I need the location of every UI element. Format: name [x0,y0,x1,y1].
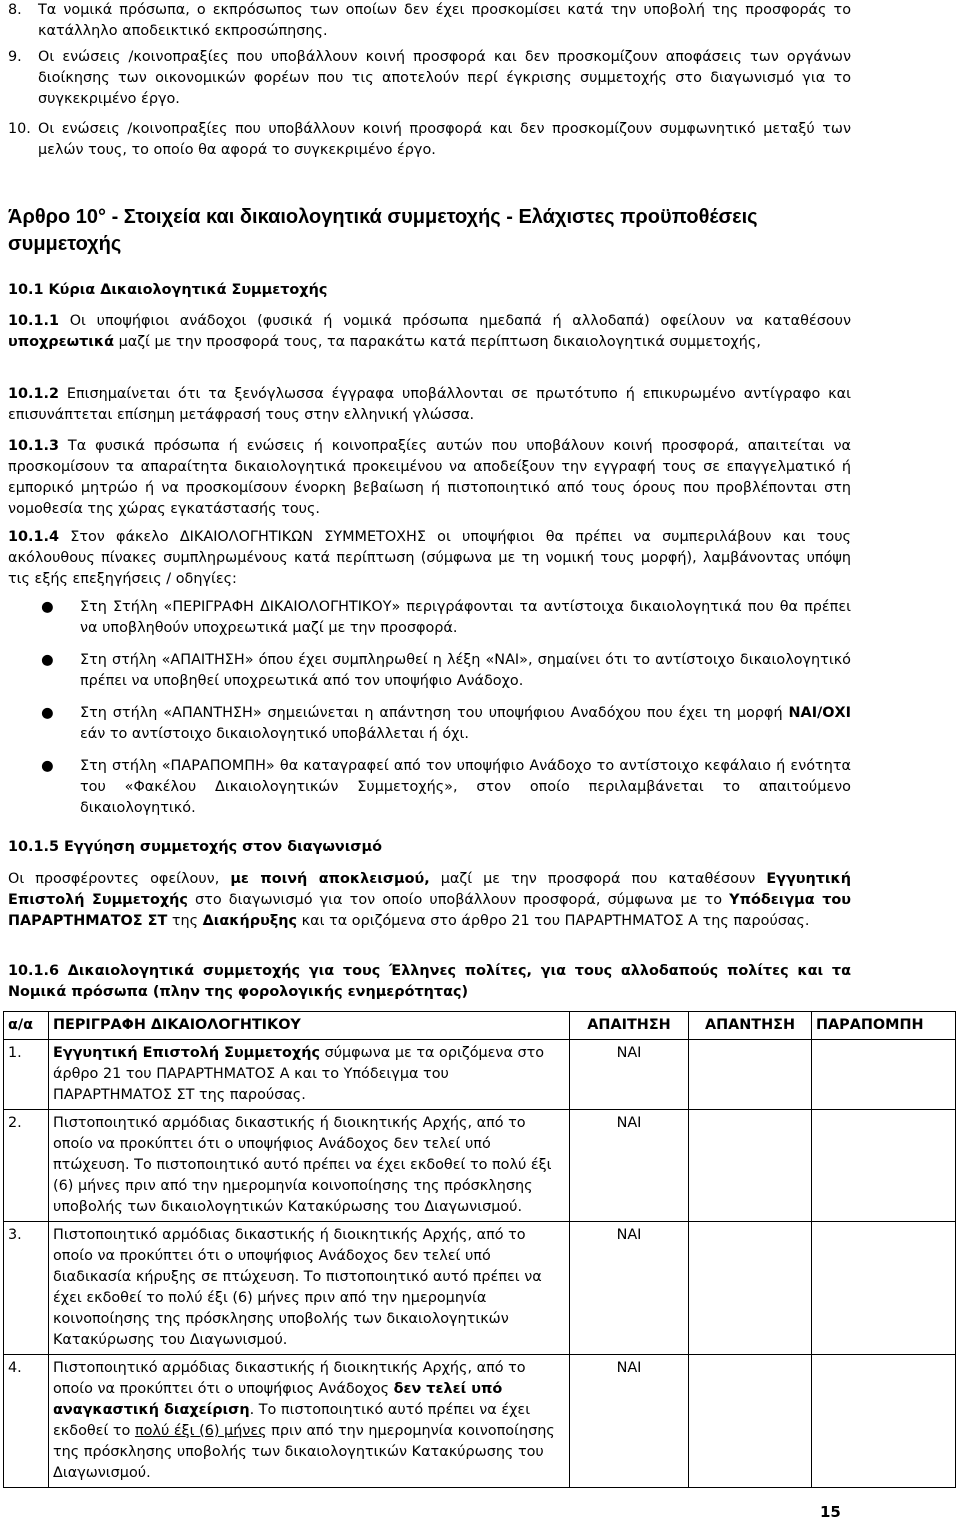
paragraph-10-1-4 [8,527,851,590]
row-answer [689,1040,812,1110]
paragraph-text: μαζί με την προσφορά που καταθέσουν [429,871,767,887]
bullet-list [8,597,851,819]
bullet-item [8,703,851,745]
paragraph-number: 10.1.1 [8,313,59,329]
bullet-text: εάν το αντίστοιχο δικαιολογητικό υποβάλλεται ή όχι. [80,726,469,742]
row-description [49,1355,570,1488]
column-header: ΑΠΑΙΤΗΣΗ [570,1012,689,1040]
row-number: 4. [4,1355,49,1488]
paragraph-number: 10.1.2 [8,386,59,402]
emphasis-text: Υπόδειγμα του ΠΑΡΑΡΤΗΜΑΤΟΣ ΣΤ [8,892,852,929]
row-reference [812,1355,956,1488]
row-requirement: ΝΑΙ [570,1355,689,1488]
cell-text: . Το πιστοποιητικό αυτό πρέπει να έχει εκδοθεί το [53,1402,531,1439]
emphasis-text: ΝΑΙ/ΟΧΙ [788,705,851,721]
bullet-text: Στη στήλη «ΑΠΑΙΤΗΣΗ» όπου έχει συμπληρωθεί η λέξη «ΝΑΙ», σημαίνει ότι το αντίστοιχο δικαιολογητικό πρέπει να υποβηθεί υποχρεωτικά από τον υποψήφιο Ανάδοχο. [80,652,851,689]
article-title: Άρθρο 10° - Στοιχεία και δικαιολογητικά συμμετοχής - Ελάχιστες προϋποθέσεις συμμετοχής [8,206,758,255]
bullet-icon: ● [41,652,54,668]
bullet-icon: ● [41,599,54,615]
row-number: 3. [4,1222,49,1355]
row-reference [812,1222,956,1355]
row-description: Πιστοποιητικό αρμόδιας δικαστικής ή διοικητικής Αρχής, από το οποίο να προκύπτει ότι ο υποψήφιος Ανάδοχος δεν τελεί υπό διαδικασία κήρυξης σε πτώχευση. Το πιστοποιητικό αυτό πρέπει να έχει εκδοθεί το πολύ έξι (6) μήνες πριν από την ημερομηνία κοινοποίησης της πρόσκλησης υποβολής των δικαιολογητικών Κατακύρωσης του Διαγωνισμού. [49,1222,570,1355]
item-text: Οι ενώσεις /κοινοπραξίες που υποβάλλουν κοινή προσφορά και δεν προσκομίζουν αποφάσεις των οργάνων διοίκησης των οικονομικών φορέων που τις αποτελούν περί έγκρισης συμμετοχής στο διαγωνισμό για το συγκεκριμένο έργο. [38,49,851,107]
paragraph-text: μαζί με την προσφορά τους, τα παρακάτω κατά περίπτωση δικαιολογητικά συμμετοχής, [114,334,761,350]
emphasis-text: Εγγυητική Επιστολή Συμμετοχής [53,1045,320,1061]
row-reference [812,1110,956,1222]
bullet-text: Στη Στήλη «ΠΕΡΙΓΡΑΦΗ ΔΙΚΑΙΟΛΟΓΗΤΙΚΟΥ» περιγράφονται τα αντίστοιχα δικαιολογητικά που θα πρέπει να υποβληθούν υποχρεωτικά μαζί με την προσφορά. [80,599,851,636]
paragraph-10-1-2 [8,384,851,426]
list-item [8,47,851,110]
column-header: α/α [4,1012,49,1040]
emphasis-text: υποχρεωτικά [8,334,114,350]
column-header: ΠΑΡΑΠΟΜΠΗ [812,1012,956,1040]
list-item [8,0,851,42]
row-description: Πιστοποιητικό αρμόδιας δικαστικής ή διοικητικής Αρχής, από το οποίο να προκύπτει ότι ο υποψήφιος Ανάδοχος δεν τελεί υπό πτώχευση. Το πιστοποιητικό αυτό πρέπει να έχει εκδοθεί το πολύ έξι (6) μήνες πριν από την ημερομηνία κοινοποίησης της πρόσκλησης υποβολής των δικαιολογητικών Κατακύρωσης του Διαγωνισμού. [49,1110,570,1222]
paragraph-number: 10.1.3 [8,438,59,454]
emphasis-text: με ποινή αποκλεισμού, [230,871,430,887]
column-header: ΑΠΑΝΤΗΣΗ [689,1012,812,1040]
bullet-icon: ● [41,705,54,721]
paragraph-text: Επισημαίνεται ότι τα ξενόγλωσσα έγγραφα υποβάλλονται σε πρωτότυπο ή επικυρωμένο αντίγραφο και επισυνάπτεται επίσημη μετάφρασή τους στην ελληνική γλώσσα. [8,386,851,423]
table-row [4,1222,956,1355]
emphasis-text: δεν τελεί υπό αναγκαστική διαχείριση [53,1381,503,1418]
paragraph-text: και τα οριζόμενα στο άρθρο 21 του ΠΑΡΑΡΤΗΜΑΤΟΣ Α της παρούσας. [297,913,810,929]
table-row [4,1040,956,1110]
row-description [49,1040,570,1110]
item-number: 8. [8,2,22,18]
row-number: 1. [4,1040,49,1110]
row-requirement: ΝΑΙ [570,1222,689,1355]
item-number: 9. [8,49,22,65]
bullet-item [8,756,851,819]
page-number: 15 [820,1503,841,1521]
paragraph-text: της [167,913,203,929]
item-text: Οι ενώσεις /κοινοπραξίες που υποβάλλουν κοινή προσφορά και δεν προσκομίζουν συμφωνητικό μεταξύ των μελών τους, το οποίο θα αφορά το συγκεκριμένο έργο. [38,121,851,158]
paragraph-text: Τα φυσικά πρόσωπα ή ενώσεις ή κοινοπραξίες αυτών που υποβάλουν κοινή προσφορά, απαιτείται να προσκομίσουν τα απαραίτητα δικαιολογητικά προκειμένου να αποδείξουν την εγγραφή τους σε επαγγελματικό ή εμπορικό μητρώο ή να προσκομίσουν ένορκη βεβαίωση ή πιστοποιητικό από τους όρους που προβλέπονται στη νομοθεσία της χώρας εγκατάστασής τους. [8,438,851,517]
paragraph-text: Οι προσφέροντες οφείλουν, [8,871,231,887]
section-title: 10.1.5 Εγγύηση συμμετοχής στον διαγωνισμό [8,839,382,855]
cell-text: Πιστοποιητικό αρμόδιας δικαστικής ή διοικητικής Αρχής, από το οποίο να προκύπτει ότι ο υποψήφιος Ανάδοχος [53,1360,526,1397]
bullet-icon: ● [41,758,54,774]
row-requirement: ΝΑΙ [570,1040,689,1110]
bullet-text: Στη στήλη «ΠΑΡΑΠΟΜΠΗ» θα καταγραφεί από τον υποψήφιο Ανάδοχο το αντίστοιχο κεφάλαιο ή ενότητα του «Φακέλου Δικαιολογητικών Συμμετοχής», στον οποίο περιλαμβάνεται το απαιτούμενο δικαιολογητικό. [80,758,851,816]
item-number: 10. [8,121,31,137]
emphasis-text: Εγγυητική Επιστολή Συμμετοχής [8,871,851,908]
row-answer [689,1110,812,1222]
table-row [4,1355,956,1488]
cell-text: πριν από την ημερομηνία κοινοποίησης της πρόσκλησης υποβολής των δικαιολογητικών Κατακύρωσης του Διαγωνισμού. [53,1423,555,1481]
requirements-table [3,1011,956,1488]
section-title: 10.1 Κύρια Δικαιολογητικά Συμμετοχής [8,282,328,298]
paragraph-text: στο διαγωνισμό για τον οποίο υποβάλλουν προσφορά, σύμφωνα με το [187,892,730,908]
section-title: 10.1.6 Δικαιολογητικά συμμετοχής για τους Έλληνες πολίτες, για τους αλλοδαπούς πολίτες και τα Νομικά πρόσωπα (πλην της φορολογικής ενημερότητας) [8,963,851,1000]
row-answer [689,1222,812,1355]
table-header-row [4,1012,956,1040]
underlined-text: πολύ έξι (6) μήνες [134,1423,267,1439]
cell-text: σύμφωνα με τα οριζόμενα στο άρθρο 21 του ΠΑΡΑΡΤΗΜΑΤΟΣ Α και το Υπόδειγμα του ΠΑΡΑΡΤΗΜΑΤΟΣ ΣΤ της παρούσας. [53,1045,545,1103]
list-item [8,119,851,161]
row-answer [689,1355,812,1488]
paragraph-text: Στον φάκελο ΔΙΚΑΙΟΛΟΓΗΤΙΚΩΝ ΣΥΜΜΕΤΟΧΗΣ οι υποψήφιοι θα πρέπει να συμπεριλάβουν και τους ακόλουθους πίνακες συμπληρωμένους κατά περίπτωση (σύμφωνα με τη νομική τους μορφή), λαμβάνοντας υπόψη τις εξής επεξηγήσεις / οδηγίες: [8,529,851,587]
bullet-item [8,650,851,692]
item-text: Τα νομικά πρόσωπα, ο εκπρόσωπος των οποίων δεν έχει προσκομίσει κατά την υποβολή της προσφοράς το κατάλληλο αποδεικτικό εκπροσώπησης. [38,2,851,39]
paragraph-number: 10.1.4 [8,529,59,545]
bullet-item [8,597,851,639]
paragraph-10-1-5 [8,869,851,932]
paragraph-10-1-1 [8,311,851,353]
row-number: 2. [4,1110,49,1222]
table-row [4,1110,956,1222]
row-requirement: ΝΑΙ [570,1110,689,1222]
paragraph-10-1-3 [8,436,851,520]
column-header: ΠΕΡΙΓΡΑΦΗ ΔΙΚΑΙΟΛΟΓΗΤΙΚΟΥ [49,1012,570,1040]
emphasis-text: Διακήρυξης [202,913,298,929]
bullet-text: Στη στήλη «ΑΠΑΝΤΗΣΗ» σημειώνεται η απάντηση του υποψήφιου Αναδόχου που έχει τη μορφή [80,705,789,721]
paragraph-text: Οι υποψήφιοι ανάδοχοι (φυσικά ή νομικά πρόσωπα ημεδαπά ή αλλοδαπά) οφείλουν να καταθέσουν [59,313,851,329]
row-reference [812,1040,956,1110]
